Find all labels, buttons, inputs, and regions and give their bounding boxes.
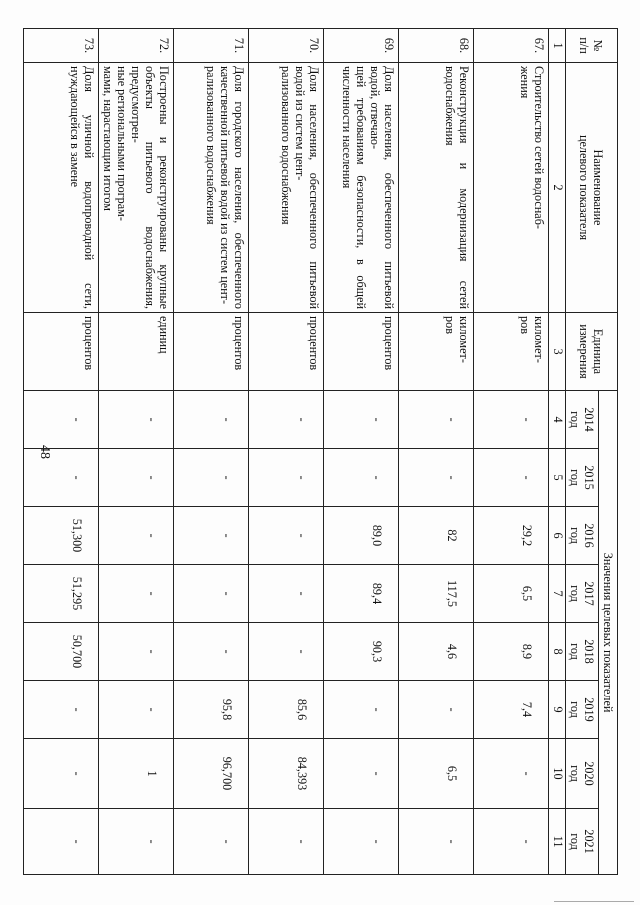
indicator-value: - [24,391,99,449]
table-area [68,0,618,905]
column-number: 4 [549,391,565,449]
indicator-value: 84,393 [249,739,324,809]
indicator-value: - [174,449,249,507]
header-year: 2016 год [565,507,598,565]
row-number: 67. [474,29,549,63]
indicator-name: Реконструкция и модернизация сетей водоснабжения [399,63,474,313]
table-row [324,29,399,875]
indicator-value: - [399,809,474,875]
indicator-value: - [324,449,399,507]
indicator-value: 50,700 [24,623,99,681]
indicator-value: - [99,809,174,875]
indicator-value: 89,4 [324,565,399,623]
indicator-value: - [174,391,249,449]
indicator-value: - [399,681,474,739]
rotated-table-wrapper [68,28,618,878]
column-number: 8 [549,623,565,681]
table-row [474,29,549,875]
table-row [249,29,324,875]
column-number: 3 [549,313,565,391]
unit-of-measure: километ- ров [399,313,474,391]
header-row-column-numbers [549,29,565,875]
indicator-value: 85,6 [249,681,324,739]
indicator-name: Доля уличной водопроводной сети, нуждающейся в замене [24,63,99,313]
indicator-value: - [174,809,249,875]
column-number: 1 [549,29,565,63]
indicator-value: 95,8 [174,681,249,739]
unit-of-measure: процентов [324,313,399,391]
row-number: 71. [174,29,249,63]
table-row [99,29,174,875]
indicator-value: - [24,809,99,875]
column-number: 11 [549,809,565,875]
unit-of-measure: единиц [99,313,174,391]
unit-of-measure: процентов [249,313,324,391]
indicator-value: - [249,507,324,565]
unit-of-measure: процентов [174,313,249,391]
indicator-value: - [474,391,549,449]
row-number: 69. [324,29,399,63]
column-number: 9 [549,681,565,739]
indicator-value: 6,5 [399,739,474,809]
indicator-name: Доля населения, обеспеченного питьевой водой из систем цент- рализованного водоснабжения [249,63,324,313]
indicator-value: - [324,681,399,739]
header-year: 2014 год [565,391,598,449]
indicator-value: - [174,507,249,565]
header-year: 2017 год [565,565,598,623]
indicator-value: 82 [399,507,474,565]
indicator-value: 29,2 [474,507,549,565]
indicator-name: Построены и реконструированы крупные объекты питьевого водоснабжения, предусмотрен- ные региональными програм- мами, нарастающим итогом [99,63,174,313]
column-number: 2 [549,63,565,313]
unit-of-measure: километ- ров [474,313,549,391]
indicator-value: - [324,739,399,809]
indicator-value: - [99,449,174,507]
indicator-value: 117,5 [399,565,474,623]
indicator-name: Доля городского населения, обеспеченного качественной питьевой водой из систем цент- рализованного водоснабжения [174,63,249,313]
column-number: 7 [549,565,565,623]
header-year: 2021 год [565,809,598,875]
indicator-value: - [249,623,324,681]
indicator-value: - [24,739,99,809]
row-number: 72. [99,29,174,63]
indicator-value: - [24,681,99,739]
header-num: № п/п [565,29,617,63]
indicator-value: 51,295 [24,565,99,623]
indicator-value: - [24,449,99,507]
indicator-value: - [99,507,174,565]
row-number: 68. [399,29,474,63]
indicator-value: 89,0 [324,507,399,565]
indicator-name: Доля населения, обеспеченного питьевой водой, отвечаю- щей требованиям безопасности, в общей численности населения [324,63,399,313]
indicator-value: 6,5 [474,565,549,623]
target-indicators-table [23,28,618,875]
indicator-value: - [474,739,549,809]
indicator-value: - [399,391,474,449]
indicator-value: - [249,449,324,507]
indicator-value: 96,700 [174,739,249,809]
indicator-value: - [249,565,324,623]
indicator-value: - [324,809,399,875]
indicator-value: - [474,809,549,875]
indicator-value: - [474,449,549,507]
indicator-value: - [174,623,249,681]
header-year: 2020 год [565,739,598,809]
page-number: 48 [37,445,52,459]
indicator-value: 90,3 [324,623,399,681]
scan-edge-line [554,901,634,902]
header-group: Значения целевых показателей [598,391,617,875]
indicator-value: 51,300 [24,507,99,565]
indicator-value: 8,9 [474,623,549,681]
header-year: 2015 год [565,449,598,507]
indicator-value: - [249,391,324,449]
indicator-value: - [174,565,249,623]
header-unit: Единица измерения [565,313,617,391]
table-row [399,29,474,875]
indicator-value: - [99,623,174,681]
indicator-value: - [99,565,174,623]
row-number: 73. [24,29,99,63]
header-row-1 [598,29,617,875]
indicator-value: - [249,809,324,875]
table-body [24,29,549,875]
header-name: Наименование целевого показателя [565,63,617,313]
header-year: 2019 год [565,681,598,739]
indicator-value: - [99,391,174,449]
indicator-value: - [399,449,474,507]
indicator-value: - [324,391,399,449]
column-number: 10 [549,739,565,809]
header-year: 2018 год [565,623,598,681]
indicator-name: Строительство сетей водоснаб- жения [474,63,549,313]
indicator-value: 1 [99,739,174,809]
indicator-value: - [99,681,174,739]
table-row [174,29,249,875]
row-number: 70. [249,29,324,63]
unit-of-measure: процентов [24,313,99,391]
column-number: 6 [549,507,565,565]
indicator-value: 4,6 [399,623,474,681]
indicator-value: 7,4 [474,681,549,739]
table-row [24,29,99,875]
column-number: 5 [549,449,565,507]
